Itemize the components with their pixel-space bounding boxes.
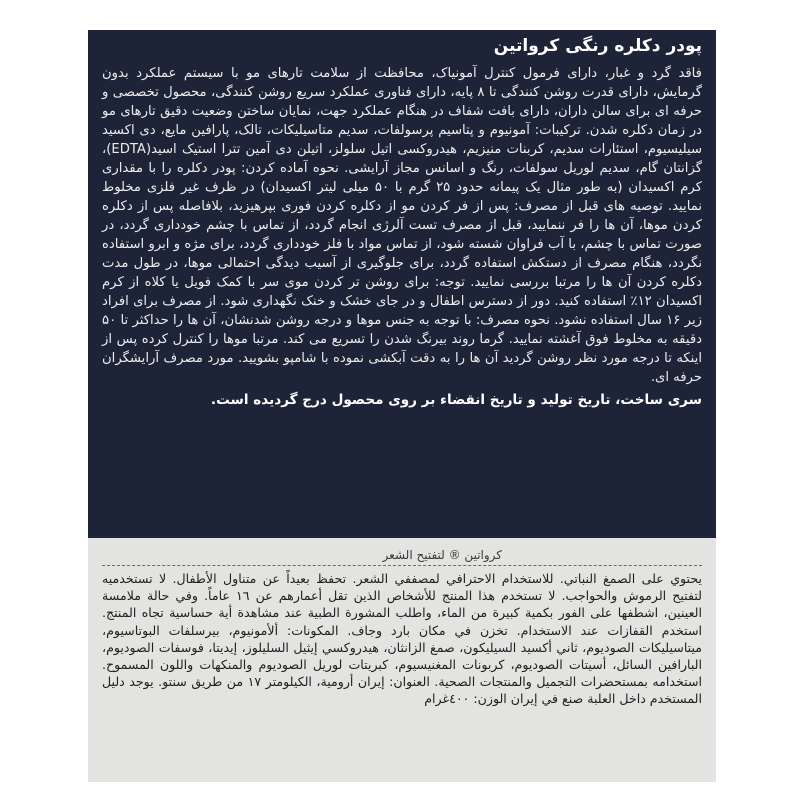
persian-instructions-panel <box>88 30 716 538</box>
arabic-instructions-text: يحتوي على الصمغ النباتي. للاستخدام الاحترافي لمصففي الشعر. تحفظ بعيداً عن متناول الأطفال. لا تستخدميه لتفتيح الرموش والحواجب. لا تستخدم هذا المنتج للأشخاص الذين تقل أعمارهم عن ١٦ عاماً. وفي حالة ملامسة العينين، اشطفها على الفور بكمية كبيرة من الماء، واطلب المشورة الطبية عند مشاهدة أية حساسية تجاه المنتج. استخدم القفازات عند الاستخدام. تخزن في مكان بارد وجاف. المكونات: ألأمونيوم، بيرسلفات البوتاسيوم، ميتاسيليكات الصوديوم، ثاني أكسيد السيليكون، صمغ الزانثان، هيدروكسي إيثيل السليلوز، إيديتا، فوسفات الصوديوم، البارافين السائل، أسيتات الصوديوم، كربونات المغنيسيوم، كبريتات لوريل الصوديوم والمنكهات واللون المسموح. استخدامه بمستحضرات التجميل والمنتجات الصحية. العنوان: إيران أرومية، الكيلومتر ١٧ من طريق سنتو. يوجد دليل المستخدم داخل العلبة صنع في إيران الوزن: ٤٠٠غرام <box>102 571 702 707</box>
product-title: پودر دکلره رنگی کروا‌تین <box>493 36 702 56</box>
persian-instructions-text: فاقد گرد و غبار، دارای فرمول کنترل آمونیاک، محافظت از سلامت تارهای مو با سیستم عملکرد بدون گرمایش، دارای قدرت روشن کنندگی تا ۸ پایه، دارای فناوری عملکرد سریع روشن کنندگی، محصول تخصصی و حرفه ای برای سالن داران، دارای بافت شفاف در هنگام عملکرد جهت، نمایان ساختن وضعیت دقیق تارهای مو در زمان دکلره شدن. ترکیبات: آمونیوم و پتاسیم پرسولفات، سدیم متاسیلیکات، تالک، پارافین مایع، دی اکسید سیلیسیوم، استئارات سدیم، کربنات منیزیم، هیدروکسی اتیل سلولز، اتیلن دی آمین تترا استیک اسید(EDTA)، گزانتان گام، سدیم لوریل سولفات، رنگ و اسانس مجاز آرایشی. نحوه آماده کردن: پودر دکلره را با مقداری کرم اکسیدان (به طور مثال یک پیمانه حدود ۲۵ گرم با ۵۰ میلی لیتر اکسیدان) در ظرف غیر فلزی مخلوط نمایید. توصیه های قبل از مصرف: پس از فر کردن مو از دکلره کردن فوری بپرهیزید، بلافاصله پس از دکلره کردن موها، آن ها را فر ننمایید، قبل از مصرف تست آلرژی انجام گردد، از تماس با چشم خودداری گردد، در صورت تماس با چشم، با آب فراوان شسته شود، از تماس مواد با فلز خودداری گردد، برای مژه و ابرو استفاده نگردد، هنگام مصرف از دستکش استفاده گردد، برای جلوگیری از آسیب دیدگی احتمالی موها، در طول مدت دکلره کردن آن ها را مرتبا بررسی نمایید. توجه: برای روشن تر کردن موی سر با کمک فویل یا کلاه از کرم اکسیدان ۱۲٪ استفاده کنید. دور از دسترس اطفال و در جای خشک و خنک نگهداری شود. از مصرف برای افراد زیر ۱۶ سال استفاده نشود. نحوه مصرف: با توجه به جنس موها و درجه روشن شدنشان، آن ها را حداکثر تا ۵۰ دقیقه به مخلوط فوق آغشته نمایید. گرما روند بیرنگ شدن را تسریع می کند. مرتبا موها را کنترل کرده پس از اینکه تا درجه مورد نظر روشن گردید آن ها را به دقت آبکشی نموده با شامپو بشویید. مورد مصرف آرایشگران حرفه ای. <box>102 66 703 385</box>
arabic-heading: كرواتين ® لتفتيح الشعر <box>102 548 702 566</box>
product-label <box>88 30 716 782</box>
arabic-instructions-panel <box>88 538 716 782</box>
batch-expiry-notice: سری ساخت، تاریخ تولید و تاریخ انقضاء بر روی محصول درج گردیده است. <box>210 392 702 408</box>
